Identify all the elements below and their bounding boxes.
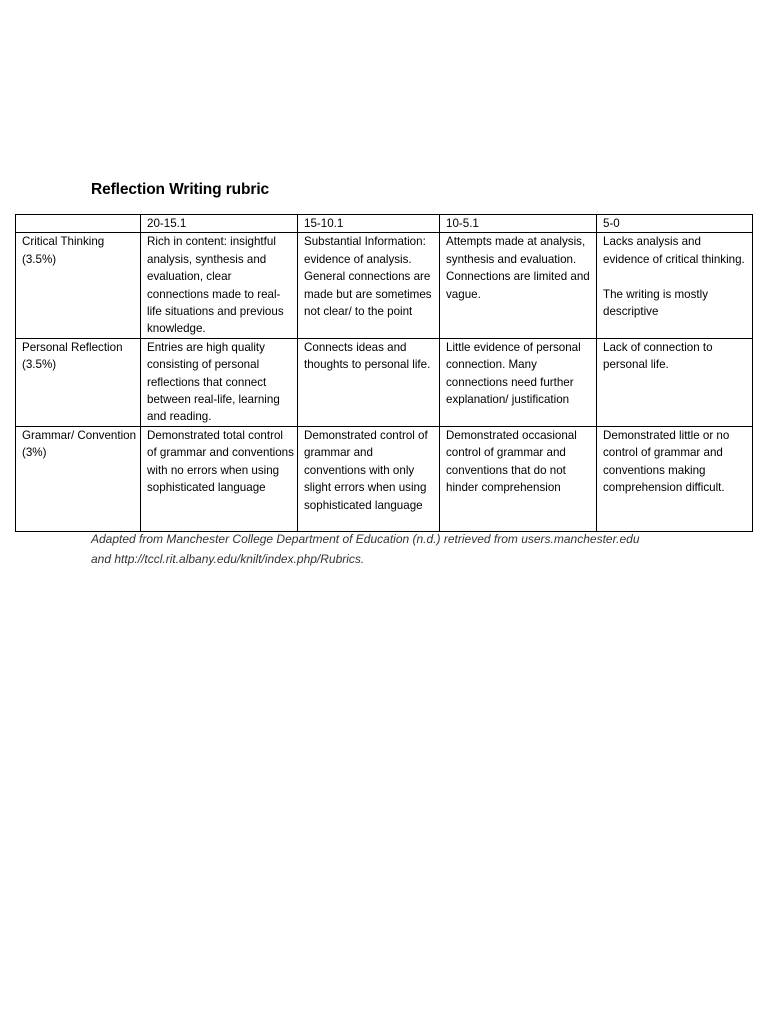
header-cell-criterion <box>16 215 141 233</box>
rubric-cell: Substantial Information: evidence of analysis. General connections are made but are sometimes not clear/ to the point <box>298 233 440 338</box>
rubric-cell: Rich in content: insightful analysis, synthesis and evaluation, clear connections made to real-life situations and previous knowledge. <box>141 233 298 338</box>
rubric-cell: Connects ideas and thoughts to personal life. <box>298 338 440 426</box>
criterion-cell: Personal Reflection (3.5%) <box>16 338 141 426</box>
rubric-cell-text: The writing is mostly descriptive <box>603 287 709 319</box>
source-citation <box>91 530 640 569</box>
citation-line: and http://tccl.rit.albany.edu/knilt/index.php/Rubrics. <box>91 551 365 566</box>
table-row <box>16 338 753 426</box>
rubric-cell: Demonstrated control of grammar and conventions with only slight errors when using sophisticated language <box>298 426 440 531</box>
citation-line: Adapted from Manchester College Department of Education (n.d.) retrieved from users.manchester.edu <box>91 532 640 546</box>
rubric-cell-text: Lacks analysis and evidence of critical thinking. <box>603 235 745 266</box>
header-cell-score-band: 15-10.1 <box>298 215 440 233</box>
rubric-cell: Lack of connection to personal life. <box>597 338 753 426</box>
rubric-cell: Demonstrated total control of grammar and conventions with no errors when using sophisticated language <box>141 426 298 531</box>
rubric-table <box>15 214 753 532</box>
rubric-cell: Attempts made at analysis, synthesis and evaluation. Connections are limited and vague. <box>440 233 597 338</box>
paragraph-gap <box>603 268 749 285</box>
rubric-cell: Demonstrated little or no control of grammar and conventions making comprehension difficult. <box>597 426 753 531</box>
header-cell-score-band: 5-0 <box>597 215 753 233</box>
rubric-cell <box>597 233 753 338</box>
table-row <box>16 426 753 531</box>
table-row <box>16 233 753 338</box>
page-title: Reflection Writing rubric <box>91 181 270 198</box>
rubric-cell: Little evidence of personal connection. Many connections need further explanation/ justification <box>440 338 597 426</box>
table-header-row <box>16 215 753 233</box>
header-cell-score-band: 20-15.1 <box>141 215 298 233</box>
rubric-cell: Demonstrated occasional control of grammar and conventions that do not hinder comprehension <box>440 426 597 531</box>
rubric-cell: Entries are high quality consisting of personal reflections that connect between real-life, learning and reading. <box>141 338 298 426</box>
header-cell-score-band: 10-5.1 <box>440 215 597 233</box>
criterion-cell: Critical Thinking (3.5%) <box>16 233 141 338</box>
criterion-cell: Grammar/ Convention (3%) <box>16 426 141 531</box>
